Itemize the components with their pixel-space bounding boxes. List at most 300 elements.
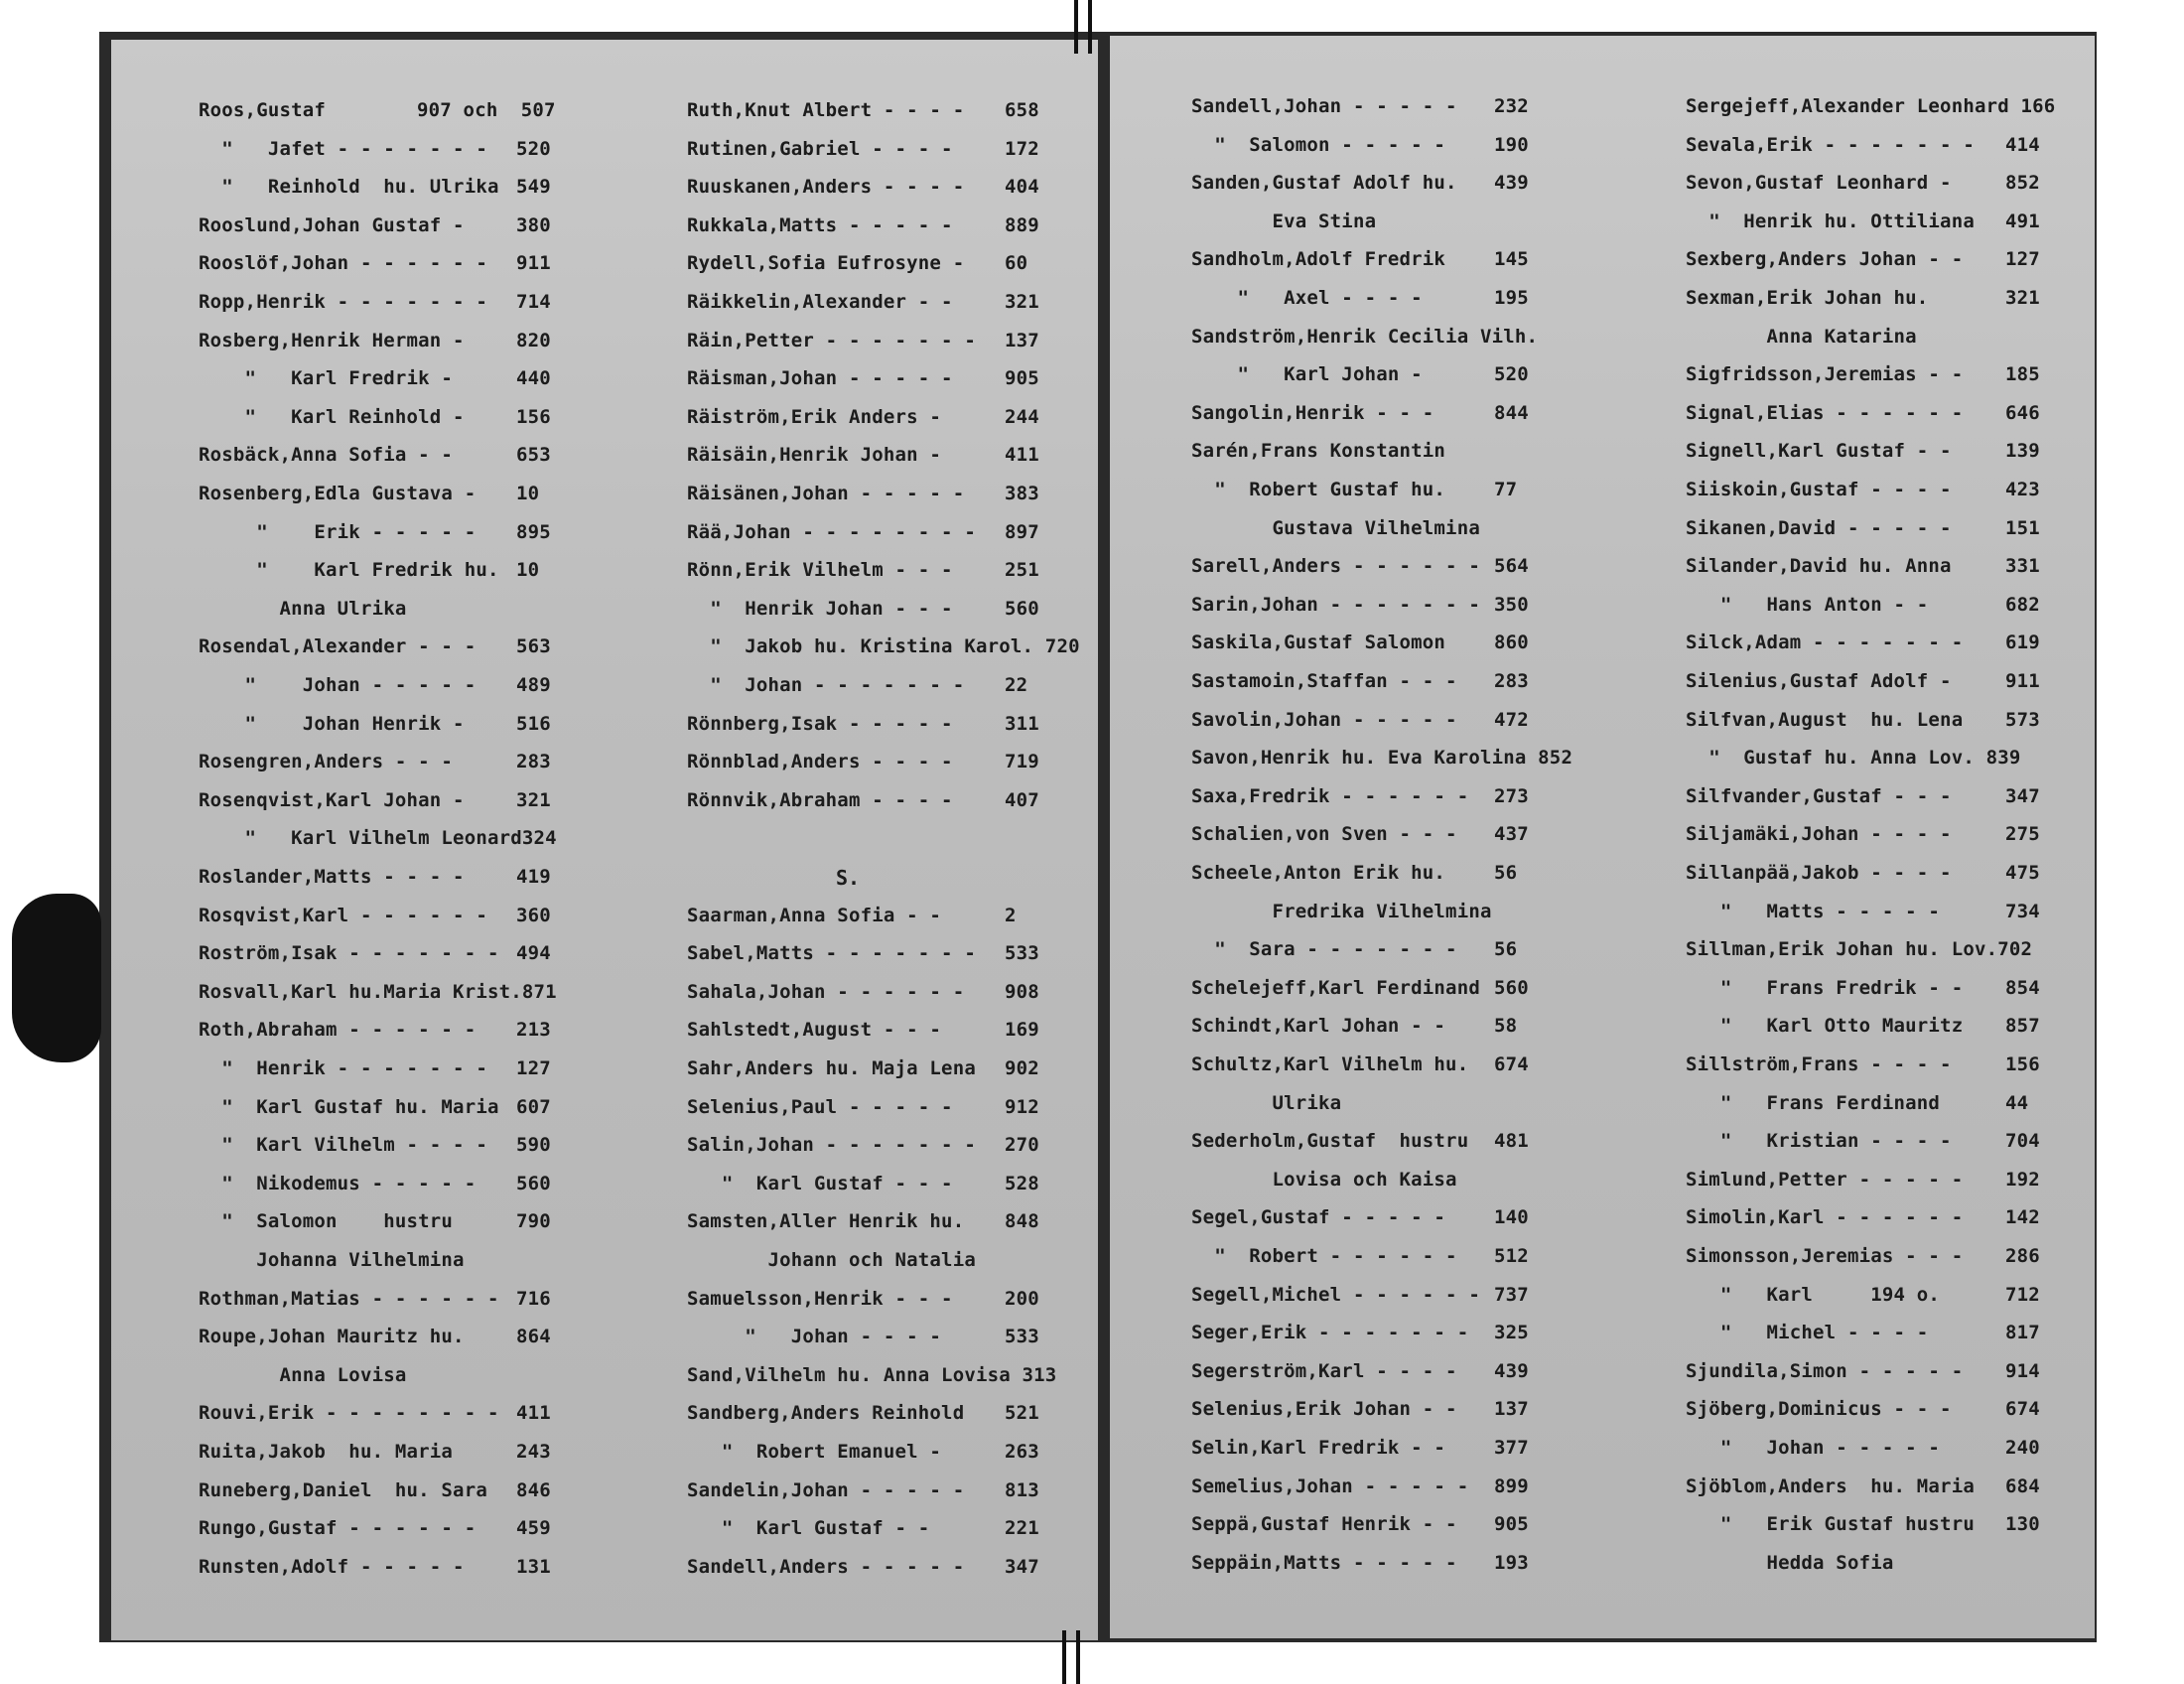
- index-entry: [1191, 632, 1529, 654]
- entry-page-number: 704: [2005, 1130, 2040, 1153]
- entry-name: Simlund,Petter - - - - -: [1686, 1168, 1964, 1191]
- entry-name: Saxa,Fredrik - - - - - -: [1191, 784, 1469, 807]
- entry-name: Sarin,Johan - - - - - - -: [1191, 593, 1480, 616]
- index-entry: [199, 291, 551, 313]
- entry-page-number: 494: [516, 942, 551, 965]
- index-entry: [687, 674, 1028, 696]
- entry-name: Anna Katarina: [1686, 325, 1917, 348]
- index-entry: [199, 329, 551, 351]
- entry-name: Sevon,Gustaf Leonhard -: [1686, 172, 1952, 195]
- index-entry: [1191, 1169, 1457, 1191]
- entry-page-number: 140: [1494, 1206, 1529, 1229]
- index-entry: [687, 1402, 1039, 1425]
- index-entry: [1686, 1283, 2040, 1306]
- gutter-mark: [1088, 0, 1092, 54]
- index-entry: [687, 1441, 1039, 1463]
- entry-page-number: 564: [1494, 555, 1529, 578]
- index-entry: [199, 99, 556, 121]
- entry-page-number: 56: [1494, 938, 1518, 961]
- index-entry: [199, 1478, 551, 1501]
- index-entry: [1191, 1092, 1341, 1114]
- entry-name: Rää,Johan - - - - - - - -: [687, 520, 976, 543]
- index-entry: [199, 1134, 551, 1157]
- entry-name: Sikanen,David - - - - -: [1686, 516, 1952, 539]
- entry-page-number: 491: [2005, 210, 2040, 232]
- entry-page-number: 270: [1005, 1134, 1039, 1157]
- index-entry: [687, 483, 1039, 504]
- index-entry: [687, 520, 1039, 543]
- entry-name: Rooslund,Johan Gustaf -: [199, 213, 465, 236]
- entry-name: Räisäin,Henrik Johan -: [687, 444, 942, 467]
- entry-page-number: 137: [1005, 329, 1039, 351]
- entry-name: Lovisa och Kaisa: [1191, 1168, 1457, 1191]
- section-letter-heading: [836, 866, 860, 890]
- entry-page-number: 263: [1005, 1441, 1039, 1463]
- index-entry: [1686, 670, 2040, 692]
- entry-name: Signell,Karl Gustaf - -: [1686, 440, 1952, 463]
- index-entry: [199, 904, 551, 926]
- entry-page-number: 848: [1005, 1210, 1039, 1233]
- entry-page-number: 520: [516, 137, 551, 160]
- entry-page-number: 560: [1005, 597, 1039, 620]
- entry-page-number: 283: [1494, 670, 1529, 692]
- entry-name: Räiström,Erik Anders -: [687, 405, 942, 428]
- index-entry: [199, 1287, 551, 1310]
- entry-page-number: 516: [516, 712, 551, 735]
- index-entry: [687, 1326, 1039, 1348]
- entry-page-number: 846: [516, 1478, 551, 1501]
- entry-name: Ruth,Knut Albert - - - -: [687, 99, 965, 121]
- index-entry: [687, 980, 1039, 1003]
- index-entry: [1686, 401, 2040, 424]
- index-entry: [1686, 900, 2040, 922]
- index-entry: [1191, 747, 1572, 769]
- entry-name: Sjöberg,Dominicus - - -: [1686, 1398, 1952, 1421]
- index-entry: [687, 1517, 1039, 1540]
- entry-name: " Johan - - - - -: [199, 674, 477, 696]
- entry-page-number: 440: [516, 367, 551, 390]
- entry-page-number: 414: [2005, 133, 2040, 156]
- entry-page-number: 423: [2005, 479, 2040, 500]
- index-entry: [1686, 1015, 2040, 1038]
- index-entry: [199, 1019, 551, 1042]
- entry-name: Rönn,Erik Vilhelm - - -: [687, 559, 953, 582]
- index-entry: [1191, 555, 1529, 578]
- entry-name: Sexberg,Anders Johan - -: [1686, 248, 1964, 271]
- index-entry: [1191, 1513, 1529, 1536]
- entry-name: Siljamäki,Johan - - - -: [1686, 823, 1952, 846]
- entry-name: " Karl Vilhelm - - - -: [199, 1134, 487, 1157]
- entry-name: Ruuskanen,Anders - - - -: [687, 176, 965, 199]
- entry-name: Gustava Vilhelmina: [1191, 516, 1480, 539]
- index-entry: [1191, 479, 1518, 500]
- index-entry: [199, 827, 557, 849]
- index-entry: [199, 520, 551, 543]
- entry-page-number: 472: [1494, 708, 1529, 731]
- index-entry: [1686, 862, 2040, 884]
- entry-name: Rukkala,Matts - - - - -: [687, 213, 953, 236]
- index-entry: [687, 176, 1039, 199]
- index-entry: [687, 367, 1039, 390]
- entry-name: " Salomon - - - - -: [1191, 133, 1446, 156]
- entry-page-number: 377: [1494, 1437, 1529, 1459]
- entry-name: " Karl Johan -: [1191, 363, 1423, 386]
- entry-name: Roos,Gustaf: [199, 99, 327, 121]
- index-entry: [1191, 287, 1529, 309]
- entry-name: Sjundila,Simon - - - - -: [1686, 1359, 1964, 1382]
- entry-name: Samsten,Aller Henrik hu.: [687, 1210, 965, 1233]
- index-entry: [199, 1172, 551, 1194]
- index-entry: [687, 1287, 1039, 1310]
- entry-page-number: 331: [2005, 555, 2040, 578]
- index-entry: [1686, 133, 2040, 156]
- entry-name: " Hans Anton - -: [1686, 593, 1929, 616]
- entry-page-number: 131: [516, 1555, 551, 1578]
- entry-page-number: 459: [516, 1517, 551, 1540]
- index-entry: [687, 291, 1039, 313]
- entry-page-number: 380: [516, 213, 551, 236]
- index-entry: [1686, 1245, 2040, 1267]
- index-entry: [199, 942, 551, 965]
- entry-name: Roth,Abraham - - - - - -: [199, 1019, 477, 1042]
- entry-page-number: 407: [1005, 788, 1039, 811]
- index-entry: [687, 213, 1039, 236]
- entry-name: " Henrik - - - - - - -: [199, 1057, 487, 1079]
- entry-page-number: 10: [516, 559, 540, 582]
- entry-name: Rosqvist,Karl - - - - - -: [199, 904, 487, 926]
- entry-page-number: 127: [516, 1057, 551, 1079]
- entry-name: Samuelsson,Henrik - - -: [687, 1287, 953, 1310]
- index-entry: [1191, 1053, 1529, 1075]
- index-entry: [1191, 670, 1529, 692]
- entry-name: Sarell,Anders - - - - - -: [1191, 555, 1480, 578]
- index-entry: [1686, 516, 2040, 539]
- index-entry: [199, 483, 540, 504]
- entry-name: Sillström,Frans - - - -: [1686, 1053, 1952, 1075]
- index-entry: [1191, 1359, 1529, 1382]
- entry-name: Schindt,Karl Johan - -: [1191, 1015, 1446, 1038]
- entry-page-number: 169: [1005, 1019, 1039, 1042]
- entry-name: Rosendal,Alexander - - -: [199, 635, 477, 658]
- index-entry: [687, 904, 1017, 926]
- index-entry: [687, 137, 1039, 160]
- entry-name: Segell,Michel - - - - - -: [1191, 1283, 1480, 1306]
- index-entry: [199, 1441, 551, 1463]
- index-entry: [687, 1095, 1039, 1118]
- entry-page-number: 719: [1005, 751, 1039, 773]
- entry-name: Hedda Sofia: [1686, 1551, 1894, 1574]
- entry-page-number: 60: [1005, 252, 1028, 275]
- entry-page-number: 902: [1005, 1057, 1039, 1079]
- entry-name: " Karl Gustaf - -: [687, 1517, 930, 1540]
- index-entry: [1686, 1513, 2040, 1536]
- entry-name: Simolin,Karl - - - - - -: [1686, 1206, 1964, 1229]
- entry-page-number: 646: [2005, 401, 2040, 424]
- entry-page-number: 77: [1494, 479, 1518, 500]
- entry-page-number: 714: [516, 291, 551, 313]
- entry-name: Sandell,Anders - - - - -: [687, 1555, 965, 1578]
- entry-name: Räisänen,Johan - - - - -: [687, 483, 965, 504]
- index-entry: [1686, 1091, 2029, 1114]
- entry-page-number: 533: [1005, 1326, 1039, 1348]
- entry-page-number: 383: [1005, 483, 1039, 504]
- entry-page-number: 911: [516, 252, 551, 275]
- index-entry: [1686, 976, 2040, 999]
- index-entry: [687, 99, 1039, 121]
- entry-name: Sandholm,Adolf Fredrik: [1191, 248, 1446, 271]
- index-entry: [1686, 938, 2032, 960]
- entry-name: Sand,Vilhelm hu. Anna Lovisa 313: [687, 1363, 1057, 1386]
- entry-name: Roström,Isak - - - - - - -: [199, 942, 499, 965]
- index-entry: [687, 788, 1039, 811]
- entry-page-number: 213: [516, 1019, 551, 1042]
- entry-name: Scheele,Anton Erik hu.: [1191, 862, 1446, 884]
- entry-page-number: 240: [2005, 1437, 2040, 1459]
- index-entry: [199, 137, 551, 160]
- index-entry: [1686, 1168, 2040, 1191]
- index-entry: [1191, 1322, 1529, 1344]
- index-entry: [1686, 593, 2040, 616]
- entry-page-number: 820: [516, 329, 551, 351]
- index-entry: [687, 1134, 1039, 1157]
- entry-name: " Karl Gustaf hu. Maria: [199, 1095, 499, 1118]
- entry-name: Savon,Henrik hu. Eva Karolina 852: [1191, 747, 1573, 770]
- entry-name: Räisman,Johan - - - - -: [687, 367, 953, 390]
- index-entry: [199, 1057, 551, 1079]
- index-entry: [199, 712, 551, 735]
- entry-name: Roslander,Matts - - - -: [199, 866, 465, 888]
- entry-name: Rönnvik,Abraham - - - -: [687, 788, 953, 811]
- entry-name: Ruita,Jakob hu. Maria: [199, 1441, 454, 1463]
- entry-page-number: 58: [1494, 1015, 1518, 1038]
- index-entry: [1191, 1015, 1518, 1038]
- entry-name: Sjöblom,Anders hu. Maria: [1686, 1474, 1975, 1497]
- entry-name: " Frans Ferdinand: [1686, 1091, 1941, 1114]
- entry-page-number: 734: [2005, 900, 2040, 922]
- index-entry: [1686, 326, 1917, 348]
- entry-page-number: 232: [1494, 95, 1529, 117]
- entry-page-number: 142: [2005, 1206, 2040, 1229]
- entry-name: Rosberg,Henrik Herman -: [199, 329, 465, 351]
- entry-name: Selenius,Paul - - - - -: [687, 1095, 953, 1118]
- entry-name: " Henrik hu. Ottiliana: [1686, 210, 1975, 232]
- entry-name: Rydell,Sofia Eufrosyne -: [687, 252, 965, 275]
- entry-page-number: 347: [1005, 1555, 1039, 1578]
- entry-name: Schultz,Karl Vilhelm hu.: [1191, 1053, 1469, 1075]
- index-entry: [199, 367, 551, 390]
- entry-name: " Robert Emanuel -: [687, 1441, 942, 1463]
- entry-page-number: 712: [2005, 1283, 2040, 1306]
- entry-page-number: 619: [2005, 632, 2040, 654]
- entry-name: Johanna Vilhelmina: [199, 1249, 465, 1271]
- index-entry: [1191, 172, 1529, 195]
- entry-page-number: 156: [2005, 1053, 2040, 1075]
- index-entry: [1191, 133, 1529, 156]
- index-entry: [1686, 555, 2040, 578]
- entry-name: Selenius,Erik Johan - -: [1191, 1398, 1457, 1421]
- entry-name: Anna Ulrika: [199, 597, 407, 620]
- index-entry: [1191, 1130, 1529, 1153]
- entry-name: Simonsson,Jeremias - - -: [1686, 1245, 1964, 1267]
- index-entry: [1191, 1245, 1529, 1267]
- index-entry: [199, 866, 551, 888]
- entry-name: " Jafet - - - - - - -: [199, 137, 487, 160]
- entry-name: " Salomon hustru: [199, 1210, 454, 1233]
- entry-page-number: 325: [1494, 1322, 1529, 1344]
- index-entry: [1191, 938, 1518, 961]
- index-entry: [687, 1210, 1039, 1233]
- entry-name: Sanden,Gustaf Adolf hu.: [1191, 172, 1457, 195]
- index-entry: [687, 635, 1080, 657]
- entry-page-number: 10: [516, 483, 540, 504]
- entry-page-number: 22: [1005, 674, 1028, 696]
- entry-name: Sarén,Frans Konstantin: [1191, 440, 1446, 463]
- index-entry: [1191, 1437, 1529, 1459]
- entry-name: Rooslöf,Johan - - - - - -: [199, 252, 487, 275]
- entry-name: " Sara - - - - - - -: [1191, 938, 1457, 961]
- index-entry: [687, 329, 1039, 351]
- entry-page-number: 137: [1494, 1398, 1529, 1421]
- index-entry: [1686, 172, 2040, 195]
- entry-name: Siiskoin,Gustaf - - - -: [1686, 479, 1952, 500]
- index-entry: [1191, 210, 1376, 232]
- entry-page-number: 907 och 507: [417, 99, 556, 121]
- entry-page-number: 321: [516, 788, 551, 811]
- index-entry: [199, 674, 551, 696]
- index-entry: [199, 1210, 551, 1233]
- entry-name: " Robert Gustaf hu.: [1191, 479, 1446, 500]
- entry-page-number: 560: [516, 1172, 551, 1194]
- entry-name: " Erik Gustaf hustru: [1686, 1513, 1975, 1536]
- entry-page-number: 520: [1494, 363, 1529, 386]
- entry-page-number: 817: [2005, 1322, 2040, 1344]
- index-entry: [687, 559, 1039, 582]
- index-entry: [1686, 1398, 2040, 1421]
- entry-name: Saarman,Anna Sofia - -: [687, 904, 942, 926]
- index-entry: [199, 252, 551, 275]
- entry-page-number: 192: [2005, 1168, 2040, 1191]
- index-entry: [687, 1249, 976, 1271]
- entry-page-number: 56: [1494, 862, 1518, 884]
- index-entry: [687, 1057, 1039, 1079]
- index-entry: [199, 176, 551, 199]
- entry-page-number: 857: [2005, 1015, 2040, 1038]
- index-entry: [1191, 593, 1529, 616]
- entry-page-number: 475: [2005, 862, 2040, 884]
- entry-page-number: 737: [1494, 1283, 1529, 1306]
- index-entry: [1686, 1474, 2040, 1497]
- entry-page-number: 190: [1494, 133, 1529, 156]
- entry-name: " Erik - - - - -: [199, 520, 477, 543]
- entry-page-number: 172: [1005, 137, 1039, 160]
- entry-name: " Robert - - - - - -: [1191, 1245, 1457, 1267]
- index-entry: [1686, 1206, 2040, 1229]
- entry-page-number: 151: [2005, 516, 2040, 539]
- entry-name: " Kristian - - - -: [1686, 1130, 1952, 1153]
- index-entry: [1191, 862, 1518, 884]
- entry-page-number: 864: [516, 1326, 551, 1348]
- entry-name: Silenius,Gustaf Adolf -: [1686, 670, 1952, 692]
- entry-page-number: 682: [2005, 593, 2040, 616]
- entry-name: Sandelin,Johan - - - - -: [687, 1478, 965, 1501]
- entry-name: Savolin,Johan - - - - -: [1191, 708, 1457, 731]
- entry-name: Semelius,Johan - - - - -: [1191, 1474, 1469, 1497]
- entry-name: Sahr,Anders hu. Maja Lena: [687, 1057, 976, 1079]
- index-entry: [1686, 1322, 2040, 1344]
- index-entry: [687, 712, 1039, 735]
- index-entry: [199, 1249, 465, 1271]
- index-entry: [1191, 784, 1529, 807]
- entry-name: Seppä,Gustaf Henrik - -: [1191, 1513, 1457, 1536]
- entry-page-number: 912: [1005, 1095, 1039, 1118]
- entry-page-number: 905: [1005, 367, 1039, 390]
- entry-name: Rönnberg,Isak - - - - -: [687, 712, 953, 735]
- entry-page-number: 716: [516, 1287, 551, 1310]
- index-entry: [199, 559, 540, 582]
- entry-name: Räin,Petter - - - - - - -: [687, 329, 976, 351]
- entry-name: " Johan Henrik -: [199, 712, 465, 735]
- entry-page-number: 273: [1494, 784, 1529, 807]
- index-entry: [687, 751, 1039, 773]
- index-entry: [199, 788, 551, 811]
- entry-page-number: 321: [2005, 287, 2040, 309]
- entry-page-number: 404: [1005, 176, 1039, 199]
- thumb-shadow: [12, 894, 101, 1062]
- entry-name: Rosbäck,Anna Sofia - -: [199, 444, 454, 467]
- index-entry: [1191, 248, 1529, 271]
- entry-name: " Gustaf hu. Anna Lov. 839: [1686, 747, 2021, 770]
- index-entry: [1191, 401, 1529, 424]
- entry-name: Sandström,Henrik Cecilia Vilh.: [1191, 325, 1539, 348]
- gutter-mark: [1062, 1630, 1066, 1684]
- index-entry: [687, 1364, 1056, 1386]
- entry-page-number: 908: [1005, 980, 1039, 1003]
- index-entry: [199, 1095, 551, 1118]
- index-entry: [1191, 1474, 1529, 1497]
- entry-page-number: 895: [516, 520, 551, 543]
- entry-name: Selin,Karl Fredrik - -: [1191, 1437, 1446, 1459]
- entry-page-number: 658: [1005, 99, 1039, 121]
- entry-page-number: 899: [1494, 1474, 1529, 1497]
- entry-page-number: 243: [516, 1441, 551, 1463]
- entry-name: Johann och Natalia: [687, 1249, 976, 1271]
- entry-name: Eva Stina: [1191, 210, 1377, 232]
- entry-page-number: 852: [2005, 172, 2040, 195]
- entry-name: Sahlstedt,August - - -: [687, 1019, 942, 1042]
- index-entry: [199, 981, 557, 1003]
- entry-name: " Matts - - - - -: [1686, 900, 1941, 922]
- entry-name: Rutinen,Gabriel - - - -: [687, 137, 953, 160]
- entry-name: S.: [836, 866, 861, 890]
- entry-page-number: 360: [516, 904, 551, 926]
- entry-page-number: 275: [2005, 823, 2040, 846]
- entry-name: " Nikodemus - - - - -: [199, 1172, 477, 1194]
- index-entry: [199, 405, 551, 428]
- entry-page-number: 549: [516, 176, 551, 199]
- entry-page-number: 560: [1494, 976, 1529, 999]
- index-entry: [1191, 976, 1529, 999]
- index-entry: [1686, 210, 2040, 232]
- index-entry: [687, 252, 1028, 275]
- entry-name: Sandberg,Anders Reinhold: [687, 1402, 965, 1425]
- index-entry: [687, 1555, 1039, 1578]
- index-entry: [1191, 363, 1529, 386]
- index-entry: [1191, 1551, 1529, 1574]
- entry-name: " Henrik Johan - - -: [687, 597, 953, 620]
- entry-page-number: 854: [2005, 976, 2040, 999]
- entry-page-number: 411: [516, 1402, 551, 1425]
- entry-page-number: 156: [516, 405, 551, 428]
